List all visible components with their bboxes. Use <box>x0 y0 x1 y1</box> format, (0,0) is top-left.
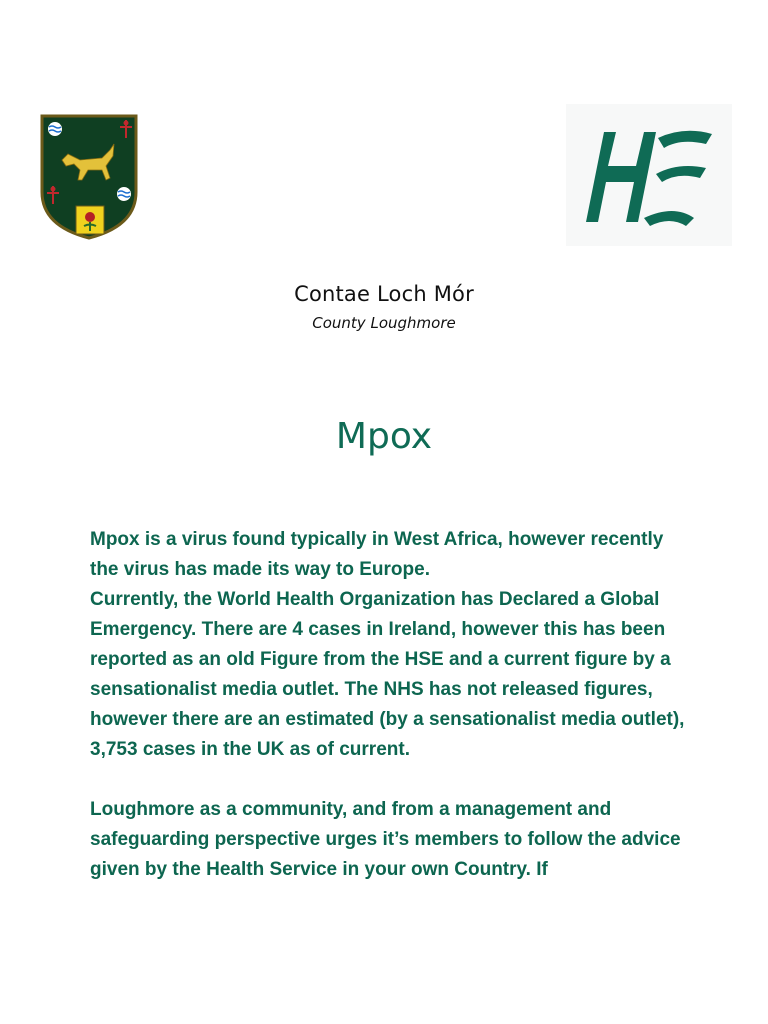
county-crest-icon <box>40 114 138 240</box>
county-name-english: County Loughmore <box>312 314 456 332</box>
hse-logo <box>566 104 732 246</box>
wave-badge-icon <box>48 122 62 136</box>
county-header <box>0 282 768 332</box>
county-name-irish: Contae Loch Mór <box>294 282 474 306</box>
intro-block <box>90 525 690 765</box>
paragraph: Mpox is a virus found typically in West Africa, however recently the virus has made its way to Europe. <box>90 529 664 580</box>
hse-logo-icon <box>566 104 732 246</box>
wave-badge-icon <box>117 187 131 201</box>
document-title: Mpox <box>335 416 433 457</box>
rose-panel-icon <box>76 206 104 234</box>
paragraph: Currently, the World Health Organization has Declared a Global Emergency. There are 4 cases in Ireland, however this has been reported as an old Figure from the HSE and a current figure by a sensationalist media outlet. The NHS has not released figures, however there are an estimated (by a sensationalist media outlet), 3,753 cases in the UK as of current. <box>90 589 685 760</box>
document-body <box>90 525 690 885</box>
paragraph: Loughmore as a community, and from a management and safeguarding perspective urges it’s members to follow the advice given by the Health Service in your own Country. If <box>90 799 681 880</box>
